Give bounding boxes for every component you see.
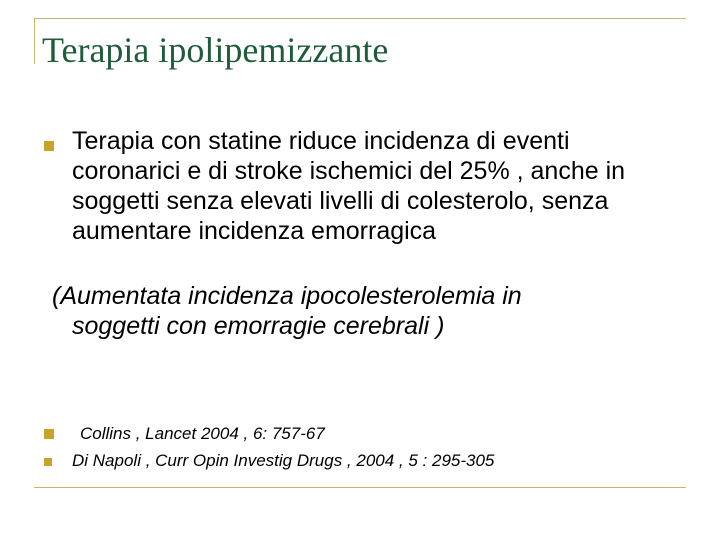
bullet-square-icon [44,429,54,439]
reference-collins: Collins , Lancet 2004 , 6: 757-67 [80,424,325,443]
bullet-square-icon [44,141,54,151]
bullet-square-icon [44,458,52,466]
slide-title: Terapia ipolipemizzante [42,30,389,70]
slide-frame-top-line [34,18,686,19]
parenthetical-note-line2: soggetti con emorragie cerebrali ) [72,312,445,340]
parenthetical-note [52,281,672,341]
reference-di-napoli: Di Napoli , Curr Opin Investig Drugs , 2004 , 5 : 295-305 [72,451,495,470]
slide-frame-bottom-line [34,487,686,488]
slide-frame-left-line [34,18,35,64]
main-bullet-text: Terapia con statine riduce incidenza di eventi coronarici e di stroke ischemici del 25% , anche in soggetti senza elevati livelli di colesterolo, senza aumentare incidenza emorragica [72,127,626,245]
parenthetical-note-line1: (Aumentata incidenza ipocolesterolemia in [52,282,522,310]
